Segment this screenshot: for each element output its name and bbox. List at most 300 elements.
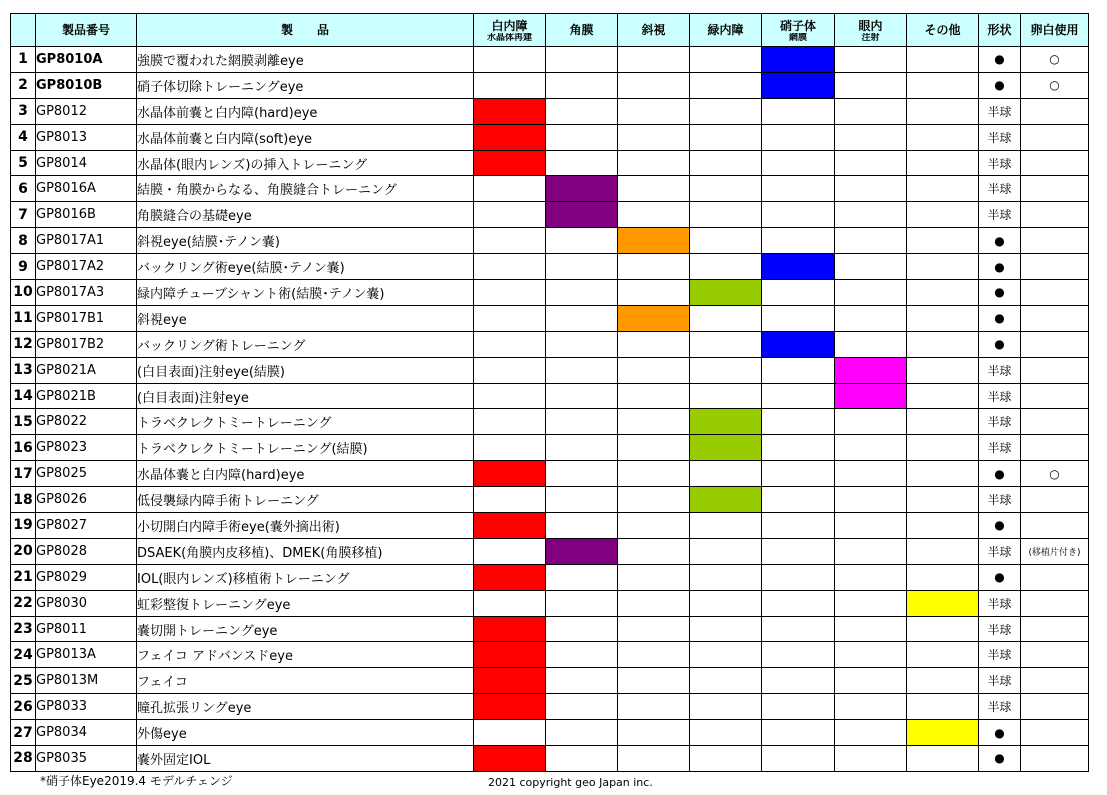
category-cell-intraocular (835, 409, 907, 435)
category-cell-intraocular (835, 98, 907, 124)
egg-cell (1021, 202, 1089, 228)
category-cell-intraocular (835, 694, 907, 720)
egg-cell (1021, 383, 1089, 409)
category-cell-cornea (546, 254, 618, 280)
egg-cell (1021, 564, 1089, 590)
product-name: DSAEK(角膜内皮移植)、DMEK(角膜移植) (137, 538, 474, 564)
category-cell-glaucoma (690, 202, 762, 228)
row-number: 8 (11, 228, 36, 254)
category-cell-intraocular (835, 564, 907, 590)
table-row (11, 176, 1089, 202)
product-name: トラベクレクトミートレーニング(結膜) (137, 435, 474, 461)
category-cell-cataract (474, 746, 546, 772)
product-code: GP8033 (36, 694, 137, 720)
shape-cell: 半球 (979, 409, 1021, 435)
category-cell-intraocular (835, 124, 907, 150)
category-cell-vitreous (762, 746, 835, 772)
egg-cell (1021, 435, 1089, 461)
product-name: フェイコ アドバンスドeye (137, 642, 474, 668)
category-cell-strabismus (618, 331, 690, 357)
category-cell-vitreous (762, 176, 835, 202)
product-code: GP8013A (36, 642, 137, 668)
category-cell-cataract (474, 228, 546, 254)
category-cell-strabismus (618, 254, 690, 280)
category-cell-cataract (474, 538, 546, 564)
egg-cell (1021, 124, 1089, 150)
product-name: 角膜縫合の基礎eye (137, 202, 474, 228)
header-cataract-sub: 水晶体再建 (486, 32, 532, 41)
shape-cell: 半球 (979, 176, 1021, 202)
shape-cell: ● (979, 254, 1021, 280)
category-cell-vitreous (762, 124, 835, 150)
egg-cell (1021, 668, 1089, 694)
category-cell-strabismus (618, 694, 690, 720)
category-cell-intraocular (835, 202, 907, 228)
category-cell-strabismus (618, 47, 690, 73)
table-row (11, 331, 1089, 357)
category-cell-other (907, 720, 979, 746)
category-cell-intraocular (835, 642, 907, 668)
product-name: 緑内障チューブシャント術(結膜･テノン嚢) (137, 280, 474, 306)
header-vitreous-label: 硝子体 (779, 18, 816, 33)
category-cell-intraocular (835, 280, 907, 306)
category-cell-other (907, 357, 979, 383)
product-name: 水晶体前嚢と白内障(soft)eye (137, 124, 474, 150)
product-name: 水晶体前嚢と白内障(hard)eye (137, 98, 474, 124)
category-cell-vitreous (762, 513, 835, 539)
table-row (11, 461, 1089, 487)
egg-cell (1021, 280, 1089, 306)
category-cell-strabismus (618, 176, 690, 202)
row-number: 18 (11, 487, 36, 513)
product-code: GP8010A (36, 47, 137, 73)
category-cell-cornea (546, 124, 618, 150)
category-cell-cataract (474, 668, 546, 694)
footer-copyright: 2021 copyright geo Japan inc. (488, 776, 653, 789)
header-name: 製 品 (137, 14, 474, 47)
category-cell-intraocular (835, 383, 907, 409)
row-number: 20 (11, 538, 36, 564)
table-row (11, 280, 1089, 306)
category-cell-other (907, 746, 979, 772)
category-cell-glaucoma (690, 642, 762, 668)
category-cell-strabismus (618, 435, 690, 461)
category-cell-cataract (474, 124, 546, 150)
category-cell-intraocular (835, 254, 907, 280)
category-cell-strabismus (618, 202, 690, 228)
category-cell-other (907, 409, 979, 435)
product-name: 結膜・角膜からなる、角膜縫合トレーニング (137, 176, 474, 202)
product-code: GP8035 (36, 746, 137, 772)
shape-cell: 半球 (979, 124, 1021, 150)
shape-cell: 半球 (979, 202, 1021, 228)
shape-cell: 半球 (979, 383, 1021, 409)
category-cell-glaucoma (690, 513, 762, 539)
table-row (11, 487, 1089, 513)
category-cell-glaucoma (690, 616, 762, 642)
table-row (11, 564, 1089, 590)
category-cell-cataract (474, 383, 546, 409)
product-code: GP8025 (36, 461, 137, 487)
shape-cell: ● (979, 564, 1021, 590)
table-row (11, 98, 1089, 124)
category-cell-vitreous (762, 409, 835, 435)
egg-cell (1021, 487, 1089, 513)
header-vitreous (762, 14, 835, 47)
table-row (11, 694, 1089, 720)
category-cell-intraocular (835, 228, 907, 254)
product-name: 虹彩整復トレーニングeye (137, 590, 474, 616)
row-number: 9 (11, 254, 36, 280)
header-num (11, 14, 36, 47)
row-number: 15 (11, 409, 36, 435)
category-cell-strabismus (618, 616, 690, 642)
category-cell-strabismus (618, 280, 690, 306)
category-cell-vitreous (762, 383, 835, 409)
shape-cell: 半球 (979, 642, 1021, 668)
table-row (11, 305, 1089, 331)
category-cell-cornea (546, 461, 618, 487)
category-cell-vitreous (762, 357, 835, 383)
category-cell-strabismus (618, 228, 690, 254)
category-cell-glaucoma (690, 305, 762, 331)
table-row (11, 254, 1089, 280)
egg-cell: ○ (1021, 47, 1089, 73)
header-intraocular (835, 14, 907, 47)
row-number: 13 (11, 357, 36, 383)
row-number: 12 (11, 331, 36, 357)
table-row (11, 513, 1089, 539)
category-cell-cataract (474, 357, 546, 383)
category-cell-cataract (474, 461, 546, 487)
category-cell-strabismus (618, 720, 690, 746)
row-number: 6 (11, 176, 36, 202)
category-cell-cataract (474, 72, 546, 98)
category-cell-strabismus (618, 513, 690, 539)
product-name: 斜視eye (137, 305, 474, 331)
shape-cell: ● (979, 720, 1021, 746)
category-cell-strabismus (618, 383, 690, 409)
product-code: GP8012 (36, 98, 137, 124)
table-row (11, 590, 1089, 616)
category-cell-glaucoma (690, 357, 762, 383)
header-cornea: 角膜 (546, 14, 618, 47)
category-cell-intraocular (835, 513, 907, 539)
category-cell-strabismus (618, 98, 690, 124)
category-cell-cataract (474, 254, 546, 280)
category-cell-vitreous (762, 461, 835, 487)
category-cell-cataract (474, 280, 546, 306)
table-row (11, 47, 1089, 73)
product-code: GP8029 (36, 564, 137, 590)
category-cell-cornea (546, 72, 618, 98)
category-cell-intraocular (835, 538, 907, 564)
product-name: バックリング術eye(結膜･テノン嚢) (137, 254, 474, 280)
egg-cell: ○ (1021, 72, 1089, 98)
category-cell-cataract (474, 176, 546, 202)
product-name: 水晶体嚢と白内障(hard)eye (137, 461, 474, 487)
category-cell-glaucoma (690, 228, 762, 254)
category-cell-glaucoma (690, 331, 762, 357)
table-row (11, 228, 1089, 254)
category-cell-cataract (474, 305, 546, 331)
category-cell-glaucoma (690, 254, 762, 280)
category-cell-cornea (546, 98, 618, 124)
category-cell-strabismus (618, 564, 690, 590)
row-number: 5 (11, 150, 36, 176)
product-code: GP8028 (36, 538, 137, 564)
category-cell-glaucoma (690, 98, 762, 124)
category-cell-cornea (546, 590, 618, 616)
category-cell-intraocular (835, 435, 907, 461)
category-cell-strabismus (618, 409, 690, 435)
product-name: 強膜で覆われた網膜剥離eye (137, 47, 474, 73)
category-cell-cornea (546, 720, 618, 746)
product-name: 嚢外固定IOL (137, 746, 474, 772)
table-row (11, 150, 1089, 176)
product-code: GP8027 (36, 513, 137, 539)
shape-cell: 半球 (979, 150, 1021, 176)
category-cell-vitreous (762, 254, 835, 280)
category-cell-cornea (546, 435, 618, 461)
category-cell-intraocular (835, 331, 907, 357)
category-cell-other (907, 694, 979, 720)
header-shape: 形状 (979, 14, 1021, 47)
row-number: 28 (11, 746, 36, 772)
category-cell-vitreous (762, 202, 835, 228)
category-cell-cornea (546, 642, 618, 668)
row-number: 14 (11, 383, 36, 409)
egg-cell (1021, 616, 1089, 642)
category-cell-cornea (546, 383, 618, 409)
egg-cell (1021, 305, 1089, 331)
product-name: 斜視eye(結膜･テノン嚢) (137, 228, 474, 254)
category-cell-glaucoma (690, 694, 762, 720)
shape-cell: 半球 (979, 98, 1021, 124)
product-name: トラベクレクトミートレーニング (137, 409, 474, 435)
product-name: 小切開白内障手術eye(嚢外摘出術) (137, 513, 474, 539)
product-code: GP8013 (36, 124, 137, 150)
category-cell-intraocular (835, 176, 907, 202)
row-number: 7 (11, 202, 36, 228)
row-number: 19 (11, 513, 36, 539)
category-cell-other (907, 642, 979, 668)
row-number: 25 (11, 668, 36, 694)
product-code: GP8021B (36, 383, 137, 409)
product-code: GP8010B (36, 72, 137, 98)
product-name: 水晶体(眼内レンズ)の挿入トレーニング (137, 150, 474, 176)
egg-cell (1021, 746, 1089, 772)
category-cell-glaucoma (690, 668, 762, 694)
product-name: IOL(眼内レンズ)移植術トレーニング (137, 564, 474, 590)
category-cell-cataract (474, 150, 546, 176)
table-row (11, 124, 1089, 150)
shape-cell: ● (979, 305, 1021, 331)
product-code: GP8022 (36, 409, 137, 435)
category-cell-vitreous (762, 668, 835, 694)
category-cell-other (907, 616, 979, 642)
egg-cell (1021, 513, 1089, 539)
shape-cell: 半球 (979, 538, 1021, 564)
shape-cell: ● (979, 746, 1021, 772)
category-cell-strabismus (618, 357, 690, 383)
shape-cell: ● (979, 72, 1021, 98)
category-cell-cataract (474, 409, 546, 435)
category-cell-vitreous (762, 720, 835, 746)
header-intraocular-sub: 注射 (861, 32, 880, 41)
product-name: (白目表面)注射eye(結膜) (137, 357, 474, 383)
category-cell-intraocular (835, 720, 907, 746)
table-row (11, 409, 1089, 435)
table-row (11, 72, 1089, 98)
header-cataract (474, 14, 546, 47)
shape-cell: ● (979, 228, 1021, 254)
category-cell-vitreous (762, 72, 835, 98)
category-cell-other (907, 538, 979, 564)
category-cell-cornea (546, 409, 618, 435)
category-cell-intraocular (835, 616, 907, 642)
category-cell-cornea (546, 487, 618, 513)
product-name: 瞳孔拡張リングeye (137, 694, 474, 720)
category-cell-vitreous (762, 616, 835, 642)
egg-cell (1021, 254, 1089, 280)
product-name: (白目表面)注射eye (137, 383, 474, 409)
table-row (11, 642, 1089, 668)
egg-cell (1021, 331, 1089, 357)
category-cell-other (907, 202, 979, 228)
category-cell-cornea (546, 616, 618, 642)
egg-cell (1021, 357, 1089, 383)
table-row (11, 616, 1089, 642)
shape-cell: 半球 (979, 668, 1021, 694)
row-number: 23 (11, 616, 36, 642)
row-number: 2 (11, 72, 36, 98)
category-cell-other (907, 176, 979, 202)
category-cell-vitreous (762, 98, 835, 124)
product-code: GP8017A2 (36, 254, 137, 280)
category-cell-glaucoma (690, 487, 762, 513)
product-code: GP8026 (36, 487, 137, 513)
category-cell-intraocular (835, 72, 907, 98)
category-cell-glaucoma (690, 124, 762, 150)
category-cell-cornea (546, 331, 618, 357)
category-cell-glaucoma (690, 72, 762, 98)
category-cell-intraocular (835, 746, 907, 772)
category-cell-cornea (546, 202, 618, 228)
category-cell-vitreous (762, 642, 835, 668)
product-code: GP8023 (36, 435, 137, 461)
category-cell-other (907, 461, 979, 487)
category-cell-glaucoma (690, 720, 762, 746)
category-cell-strabismus (618, 487, 690, 513)
row-number: 1 (11, 47, 36, 73)
category-cell-glaucoma (690, 564, 762, 590)
category-cell-other (907, 280, 979, 306)
category-cell-cataract (474, 98, 546, 124)
table-row (11, 538, 1089, 564)
category-cell-other (907, 72, 979, 98)
header-other: その他 (907, 14, 979, 47)
product-code: GP8017B1 (36, 305, 137, 331)
table-row (11, 746, 1089, 772)
egg-cell (1021, 590, 1089, 616)
row-number: 24 (11, 642, 36, 668)
product-rows (11, 47, 1089, 772)
category-cell-cornea (546, 513, 618, 539)
category-cell-glaucoma (690, 47, 762, 73)
category-cell-other (907, 513, 979, 539)
category-cell-intraocular (835, 461, 907, 487)
category-cell-other (907, 124, 979, 150)
egg-cell (1021, 409, 1089, 435)
shape-cell: 半球 (979, 435, 1021, 461)
category-cell-cataract (474, 590, 546, 616)
category-cell-other (907, 668, 979, 694)
category-cell-glaucoma (690, 590, 762, 616)
category-cell-strabismus (618, 590, 690, 616)
category-cell-cornea (546, 228, 618, 254)
row-number: 16 (11, 435, 36, 461)
egg-cell (1021, 642, 1089, 668)
category-cell-strabismus (618, 305, 690, 331)
header-strabismus: 斜視 (618, 14, 690, 47)
category-cell-vitreous (762, 150, 835, 176)
shape-cell: ● (979, 47, 1021, 73)
table-row (11, 357, 1089, 383)
product-name: フェイコ (137, 668, 474, 694)
product-code: GP8021A (36, 357, 137, 383)
table-row (11, 720, 1089, 746)
category-cell-intraocular (835, 590, 907, 616)
category-cell-cataract (474, 435, 546, 461)
header-glaucoma: 緑内障 (690, 14, 762, 47)
category-cell-other (907, 435, 979, 461)
category-cell-cataract (474, 564, 546, 590)
shape-cell: 半球 (979, 487, 1021, 513)
category-cell-cornea (546, 564, 618, 590)
category-cell-vitreous (762, 590, 835, 616)
category-cell-cataract (474, 642, 546, 668)
category-cell-cataract (474, 720, 546, 746)
row-number: 17 (11, 461, 36, 487)
product-name: 硝子体切除トレーニングeye (137, 72, 474, 98)
table-row (11, 383, 1089, 409)
category-cell-strabismus (618, 746, 690, 772)
product-code: GP8017A3 (36, 280, 137, 306)
category-cell-glaucoma (690, 461, 762, 487)
footer-note: *硝子体Eye2019.4 モデルチェンジ (40, 774, 233, 788)
shape-cell: 半球 (979, 590, 1021, 616)
shape-cell: 半球 (979, 357, 1021, 383)
category-cell-cataract (474, 47, 546, 73)
category-cell-cataract (474, 694, 546, 720)
egg-cell (1021, 98, 1089, 124)
category-cell-vitreous (762, 331, 835, 357)
category-cell-other (907, 305, 979, 331)
row-number: 4 (11, 124, 36, 150)
category-cell-vitreous (762, 435, 835, 461)
row-number: 10 (11, 280, 36, 306)
category-cell-cataract (474, 616, 546, 642)
category-cell-intraocular (835, 47, 907, 73)
category-cell-cataract (474, 202, 546, 228)
header-row (11, 14, 1089, 47)
category-cell-cornea (546, 47, 618, 73)
category-cell-cataract (474, 487, 546, 513)
category-cell-vitreous (762, 280, 835, 306)
row-number: 27 (11, 720, 36, 746)
table-row (11, 435, 1089, 461)
